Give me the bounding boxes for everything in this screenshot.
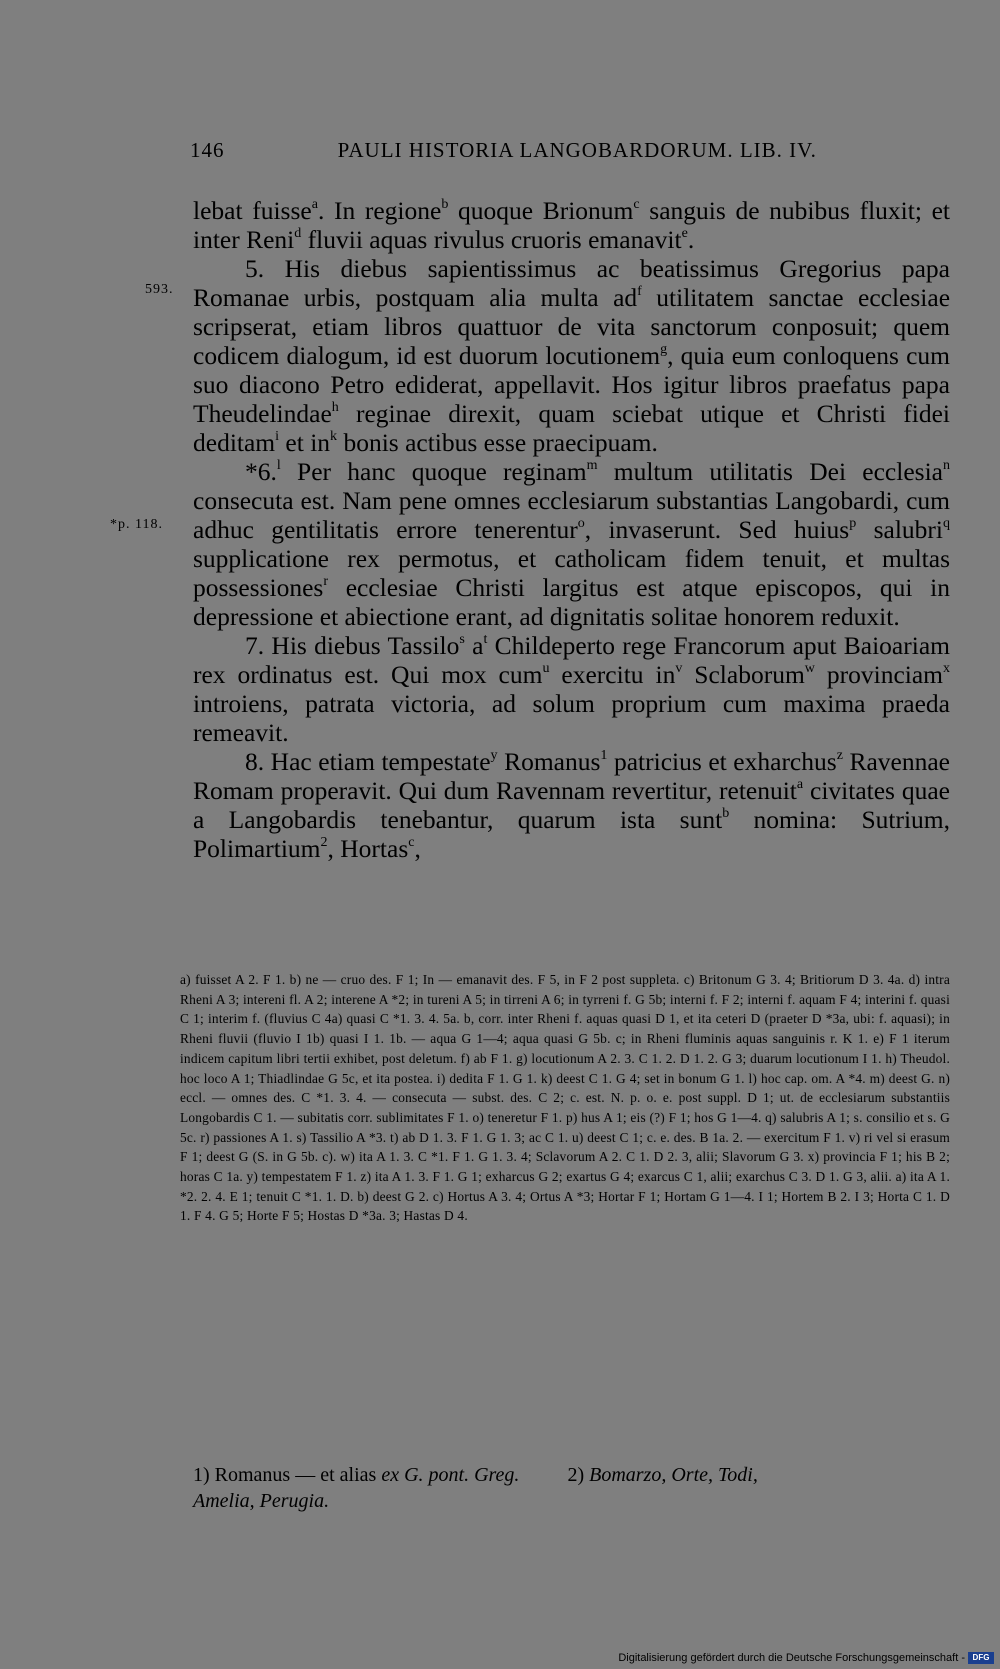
text-segment: quoque Brionum xyxy=(448,196,634,225)
dfg-logo: DFG xyxy=(968,1652,994,1664)
footnote-marker: 1 xyxy=(600,747,608,763)
text-segment: multum utilitatis Dei ecclesia xyxy=(597,457,943,486)
text-segment: patricius et exharchus xyxy=(607,747,837,776)
text-segment: . xyxy=(687,225,695,254)
footnote-marker: s xyxy=(459,631,465,647)
text-segment: salubri xyxy=(856,515,943,544)
text-segment: bonis actibus esse praecipuam. xyxy=(337,428,658,457)
text-segment: nomina: Sutrium, Polimartium xyxy=(193,805,950,863)
text-segment: ecclesiae Christi largitus est atque episcopos, qui in depressione et abiectione erant, ad dignitatis solitae honorem reduxit. xyxy=(193,573,950,631)
footnote-marker: l xyxy=(276,457,281,473)
paragraph-chapter-8 xyxy=(193,747,950,863)
footnote-marker: d xyxy=(294,225,302,241)
main-text xyxy=(193,196,950,863)
digitization-credit xyxy=(618,1652,994,1664)
footnote-1-text: 1) Romanus — et alias xyxy=(193,1464,382,1486)
footnote-marker: p xyxy=(849,515,857,531)
text-segment: utilitatem sanctae ecclesiae scripserat, etiam libros quattuor de vita sanctorum conposuit; quem codicem dialogum, id est duorum locutionem xyxy=(193,283,951,370)
running-title: PAULI HISTORIA LANGOBARDORUM. LIB. IV. xyxy=(337,138,817,162)
footnote-marker: k xyxy=(330,428,338,444)
footnote-marker: z xyxy=(836,747,843,763)
footnote-1-source: ex G. pont. Greg. xyxy=(381,1464,520,1486)
text-segment: introiens, patrata victoria, ad solum proprium cum maxima praeda remeavit. xyxy=(193,689,950,747)
text-segment: , Hortas xyxy=(327,834,409,863)
footnote-marker: m xyxy=(586,457,598,473)
running-header xyxy=(190,138,900,163)
footnote-marker: b xyxy=(441,196,449,212)
footnote-marker: 2 xyxy=(320,834,328,850)
text-segment: , invaserunt. Sed huius xyxy=(584,515,850,544)
footnote-marker: f xyxy=(637,283,642,299)
paragraph-chapter-5 xyxy=(193,254,950,457)
text-segment: fluvii aquas rivulus cruoris emanavit xyxy=(301,225,682,254)
footnote-line-1 xyxy=(193,1462,950,1488)
text-segment: *6. xyxy=(245,457,277,486)
footnote-marker: t xyxy=(483,631,488,647)
text-segment: . In regione xyxy=(317,196,442,225)
text-segment: Sclaborum xyxy=(682,660,805,689)
footnote-marker: q xyxy=(942,515,950,531)
page-number: 146 xyxy=(190,138,225,162)
text-segment: consecuta est. Nam pene omnes ecclesiarum substantias Langobardi, cum adhuc gentilitatis errore tenerentur xyxy=(193,486,950,544)
text-segment: Childeperto rege Francorum aput Baioariam rex ordinatus est. Qui mox cum xyxy=(193,631,950,689)
footnote-marker: n xyxy=(942,457,950,473)
text-segment: 7. His diebus Tassilo xyxy=(245,631,460,660)
text-segment: civitates quae a Langobardis tenebantur, quarum ista sunt xyxy=(193,776,950,834)
footnote-marker: y xyxy=(490,747,498,763)
footnote-2-label: 2) xyxy=(567,1464,590,1486)
margin-year: 593. xyxy=(145,282,174,297)
footnote-line-2 xyxy=(193,1488,950,1514)
footnote-marker: a xyxy=(796,776,804,792)
footnote-marker: e xyxy=(681,225,688,241)
footnote-marker: x xyxy=(943,660,951,676)
apparatus-text: a) fuisset A 2. F 1. b) ne — cruo des. F 1; In — emanavit des. F 5, in F 2 post suppleta. c) Britonum G 3. 4; Britiorum D 3. 4a. d) intra Rheni A 3; intereni fl. A 2; interene A *2; in tureni A 5; in tirreni A 6; in tyrreni f. G 5b; interni f. F 2; interni f. aquam F 4; interini f. quasi C 1; interim f. (fluvius C 4a) quasi C *1. 3. 4. 5a. b, corr. inter Rheni f. aquas quasi D 1, et ita ceteri D (praeter D *3a, ubi: f. aquasi); in Rheni fluvii (fluvio I 1b) quasi I 1. 1b. — aqua G 1—4; aqua quasi G 5b. c; in Rheni fluminis aquas sanguinis r. K 1. e) F 1 iterum indicem capitum libri tertii exhibet, post deletum. f) ab F 1. g) locutionum A 2. 3. C 1. 2. D 1. 2. G 3; duarum locutionum I 1. h) Theudol. hoc loco A 1; Thiadlindae G 5c, et ita postea. i) dedita F 1. G 1. k) deest C 1. G 4; set in bonum G 1. l) hoc cap. om. A *4. m) deest G. n) eccl. — omnes des. C *1. 3. 4. — consecuta — subst. des. C 2; c. est. N. p. o. e. post suppl. D 1; ut. de ecclesiarum substantiis Longobardis C 1. — subitatis corr. sublimitates F 1. o) teneretur F 1. p) hus A 1; eis (?) F 1; hos G 1—4. q) salubris A 1; s. consilio et s. G 5c. r) passiones A 1. s) Tassilio A *3. t) ab D 1. 3. F 1. G 1. 3; ac C 1. u) deest C 1; c. e. des. B 1a. 2. — exercitum F 1. v) ri vel si erasum F 1; deest G (S. in G 5b. c). w) ita A 1. 3. C *1. F 1. G 1. 3. 4; Sclavorum A 2. C 1. D 2. 3, alii; Slavorum G 3. x) provincia F 1; his B 2; horas C 1a. y) tempestatem F 1. z) ita A 1. 3. F 1. G 1; exharcus G 2; exartus G 4; exarcus C 1, alii; exarchus C 3. D 1. G 3, alii. a) ita A 1. *2. 2. 4. E 1; tenuit C *1. 1. D. b) deest G 2. c) Hortus A 3. 4; Ortus A *3; Hortar F 1; Hortam G 1—4. I 1; Hortem B 2. I 3; Horta C 1. D 1. F 4. G 5; Horte F 5; Hostas D *3a. 3; Hastas D 4. xyxy=(180,972,950,1224)
footnote-marker: u xyxy=(542,660,550,676)
footnote-marker: v xyxy=(675,660,683,676)
footnotes xyxy=(193,1462,950,1514)
critical-apparatus xyxy=(180,970,950,1226)
footnote-2-places-cont: Amelia, Perugia. xyxy=(193,1490,330,1512)
paragraph-chapter-7 xyxy=(193,631,950,747)
text-segment: Ravennae Romam properavit. Qui dum Ravennam revertitur, retenuit xyxy=(193,747,951,805)
text-segment: Per hanc quoque reginam xyxy=(280,457,587,486)
text-segment: , xyxy=(414,834,421,863)
footnote-marker: c xyxy=(408,834,415,850)
text-segment: 8. Hac etiam tempestate xyxy=(245,747,491,776)
footnote-marker: i xyxy=(275,428,280,444)
paragraph-1 xyxy=(193,196,950,254)
footnote-marker: r xyxy=(323,573,329,589)
text-segment: a xyxy=(464,631,484,660)
footnote-marker: h xyxy=(331,399,339,415)
footnote-marker: o xyxy=(577,515,585,531)
text-segment: , quia eum conloquens cum suo diacono Petro ediderat, appellavit. Hos igitur libros praefatus papa Theudelindae xyxy=(193,341,950,428)
footnote-2-places: Bomarzo, Orte, Todi, xyxy=(589,1464,758,1486)
footnote-marker: a xyxy=(311,196,318,212)
text-segment: lebat fuisse xyxy=(193,196,312,225)
footnote-marker: w xyxy=(804,660,815,676)
footnote-marker: c xyxy=(633,196,640,212)
footnote-marker: b xyxy=(722,805,730,821)
text-segment: Romanus xyxy=(497,747,601,776)
footnote-marker: g xyxy=(660,341,668,357)
paragraph-chapter-6 xyxy=(193,457,950,631)
text-segment: reginae direxit, quam sciebat utique et Christi fidei deditam xyxy=(193,399,950,457)
text-segment: 5. His diebus sapientissimus ac beatissimus Gregorius papa Romanae urbis, postquam alia multa ad xyxy=(193,254,950,312)
text-segment: supplicatione rex permotus, et catholicam fidem tenuit, et multas possessiones xyxy=(193,544,950,602)
margin-page-ref: *p. 118. xyxy=(110,517,163,532)
text-segment: et in xyxy=(279,428,331,457)
text-segment: provinciam xyxy=(814,660,943,689)
text-segment: sanguis de nubibus fluxit; et inter Reni xyxy=(193,196,950,254)
credit-text: Digitalisierung gefördert durch die Deutsche Forschungsgemeinschaft - xyxy=(618,1652,965,1664)
text-segment: exercitu in xyxy=(549,660,676,689)
